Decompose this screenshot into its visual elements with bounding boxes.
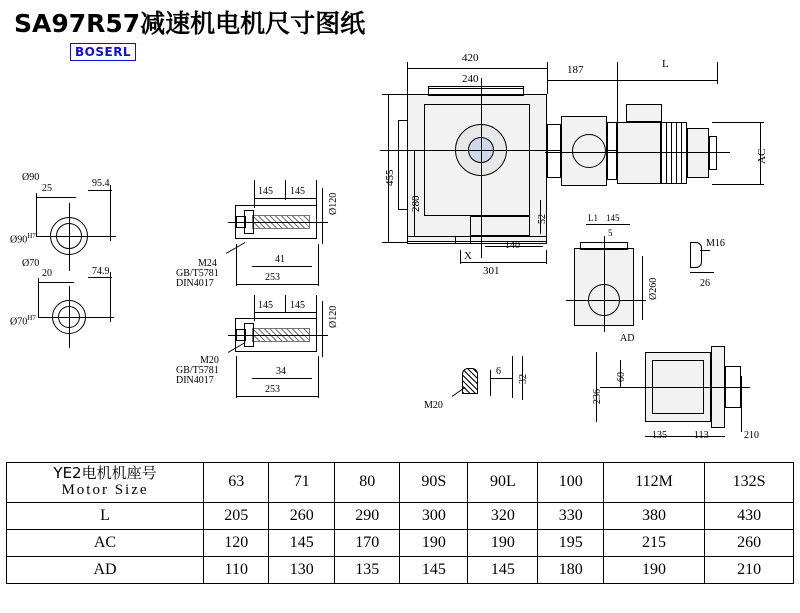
table-cell: 330 <box>538 502 603 529</box>
dim-M24-label: M24 <box>198 258 217 269</box>
table-col-header: 63 <box>204 463 269 503</box>
leader-M16 <box>700 250 710 251</box>
bottom-right-cl <box>600 387 750 388</box>
dim-113-label: 113 <box>694 430 709 441</box>
dim-253b-label: 253 <box>265 384 280 395</box>
shaft-90-centerline-h <box>36 236 116 237</box>
dim-6-ext2 <box>512 356 513 398</box>
dim-34-line <box>252 378 312 379</box>
dim-260-label: Ø260 <box>648 277 659 300</box>
dim-145c-ext2 <box>285 295 286 313</box>
gearbox-centerline-v <box>481 78 482 258</box>
table-col-header: 100 <box>538 463 603 503</box>
dim-145e-line <box>586 224 630 225</box>
dim-52-label: 52 <box>537 214 548 224</box>
dim-41-line <box>252 266 312 267</box>
dim-95-4-label: 95.4 <box>92 178 110 189</box>
dim-420-ext1 <box>407 62 408 94</box>
table-col-header: 90L <box>468 463 538 503</box>
dim-145b-label: 145 <box>290 186 305 197</box>
table-row-header-motor-size <box>7 463 204 503</box>
table-cell: 170 <box>334 529 399 556</box>
dim-AC-ext1 <box>712 122 764 123</box>
dim-253b-ext2 <box>318 356 319 398</box>
shaft-70-centerline-v <box>69 286 70 348</box>
dim-187-line <box>547 80 617 81</box>
dim-455-line <box>388 94 389 242</box>
dim-240-label: 240 <box>462 73 479 85</box>
shaft-70-dim-right <box>110 272 111 322</box>
dim-90-h7-label: $Ø90^{H7}$ <box>10 232 36 246</box>
table-col-header: 71 <box>269 463 334 503</box>
dim-145c-line <box>254 312 316 313</box>
table-cell: 120 <box>204 529 269 556</box>
dim-420-line <box>407 68 547 69</box>
table-cell: 380 <box>603 502 704 529</box>
table-row <box>7 529 794 556</box>
dim-455-ext1 <box>382 94 408 95</box>
dim-120b-ext <box>322 301 323 357</box>
dim-L-ext <box>717 62 718 84</box>
dim-145a-label: 145 <box>258 186 273 197</box>
dim-70-label: Ø70 <box>22 258 40 269</box>
dim-120a-label: Ø120 <box>328 192 339 215</box>
table-cell: 145 <box>269 529 334 556</box>
table-cell: 260 <box>269 502 334 529</box>
dim-AC-ext2 <box>712 184 764 185</box>
dim-210-label: 210 <box>744 430 759 441</box>
motor-terminal-box <box>626 104 662 122</box>
dim-236-label: 236 <box>592 389 603 404</box>
table-header-row <box>7 463 794 503</box>
m16-bolt-shape <box>690 242 702 268</box>
dim-M20b-label: M20 <box>424 400 443 411</box>
shaft-90-dim-top <box>36 197 76 198</box>
table-col-header: 90S <box>400 463 468 503</box>
shaft-90-dim-left <box>36 193 37 237</box>
dim-25-label: 25 <box>42 183 52 194</box>
table-row <box>7 556 794 583</box>
dim-240-line <box>428 88 524 89</box>
gearbox-left-ear <box>398 120 408 210</box>
motor-end-cap <box>709 136 717 170</box>
dim-253b-line <box>236 396 318 397</box>
dim-26-label: 26 <box>700 278 710 289</box>
table-cell: 180 <box>538 556 603 583</box>
table-cell: 130 <box>269 556 334 583</box>
dim-301-label: 301 <box>483 265 500 277</box>
dim-236-line <box>596 352 597 422</box>
dim-DIN1-label: DIN4017 <box>176 278 214 289</box>
dim-26-line <box>690 272 714 273</box>
dim-455-label: 455 <box>384 169 396 186</box>
dim-260-ext <box>642 256 643 320</box>
table-cell: 205 <box>204 502 269 529</box>
dim-60-label: 60 <box>616 372 627 382</box>
shaft-90-dim-right-line <box>88 190 112 191</box>
dim-6-label: 6 <box>496 366 501 377</box>
dim-X-label: X <box>464 250 472 262</box>
shaft-70-dim-top <box>38 282 74 283</box>
table-row-label: AD <box>7 556 204 583</box>
dim-145a-ext3 <box>316 180 317 208</box>
dim-90-label: Ø90 <box>22 172 40 183</box>
table-col-header: 112M <box>603 463 704 503</box>
dim-187-ext2 <box>617 62 618 124</box>
shaft-70-dim-right-line <box>88 277 112 278</box>
dim-145c-label: 145 <box>258 300 273 311</box>
shaft-70-dim-left <box>38 278 39 318</box>
dim-455-ext2 <box>382 242 408 243</box>
dim-74-9-label: 74.9 <box>92 266 110 277</box>
table-cell: 300 <box>400 502 468 529</box>
table-cell: 145 <box>468 556 538 583</box>
dim-253b-ext1 <box>236 356 237 398</box>
gearbox-front-view-cl-v <box>604 236 605 332</box>
table-cell: 430 <box>705 502 794 529</box>
dim-AC-label: AC <box>756 148 768 164</box>
key-detail-shape <box>462 368 478 394</box>
table-cell: 215 <box>603 529 704 556</box>
table-col-header: 80 <box>334 463 399 503</box>
table-cell: 190 <box>468 529 538 556</box>
table-cell: 190 <box>603 556 704 583</box>
hollow-shaft-top-centerline <box>228 222 328 223</box>
table-row-label: AC <box>7 529 204 556</box>
hollow-shaft-bottom-centerline <box>228 335 328 336</box>
dim-M16-label: M16 <box>706 238 725 249</box>
dim-145a-line <box>254 198 316 199</box>
dim-301-ext1 <box>460 250 461 264</box>
dim-187-label: 187 <box>567 64 584 76</box>
gearbox-front-view-cl-h <box>566 300 646 301</box>
dim-145a-ext1 <box>254 180 255 208</box>
dim-L1-label: L1 <box>588 213 598 223</box>
dim-GB1-label: GB/T5781 <box>176 268 219 279</box>
table-cell: 110 <box>204 556 269 583</box>
dim-L-label: L <box>662 58 669 70</box>
table-header-en: Motor Size <box>61 482 149 499</box>
dim-DIN2-label: DIN4017 <box>176 375 214 386</box>
dim-145c-ext1 <box>254 295 255 321</box>
table-cell: 260 <box>705 529 794 556</box>
dim-145e-label: 145 <box>606 213 620 223</box>
table-cell: 195 <box>538 529 603 556</box>
dim-145d-label: 145 <box>290 300 305 311</box>
dim-253a-ext2 <box>318 244 319 286</box>
motor-centerline <box>545 152 730 153</box>
dim-M20a-label: M20 <box>200 355 219 366</box>
table-cell: 145 <box>400 556 468 583</box>
dim-145c-ext3 <box>316 295 317 321</box>
table-cell: 135 <box>334 556 399 583</box>
table-cell: 210 <box>705 556 794 583</box>
table-cell: 190 <box>400 529 468 556</box>
dim-301-line <box>460 262 546 263</box>
dim-41-label: 41 <box>275 254 285 265</box>
dim-280-label: 280 <box>410 195 422 212</box>
gearbox-bottom-foot <box>407 236 547 244</box>
adapter-bore <box>572 134 606 168</box>
dim-6-line <box>490 378 512 379</box>
brand-logo: BOSERL <box>70 43 136 61</box>
dim-70-h7-label: $Ø70^{H7}$ <box>10 314 36 328</box>
table-cell: 290 <box>334 502 399 529</box>
dim-120b-label: Ø120 <box>328 305 339 328</box>
dim-301-ext2 <box>546 250 547 264</box>
dim-280-line <box>414 150 415 236</box>
dim-L-line <box>617 80 717 81</box>
shaft-90-centerline-v <box>69 203 70 271</box>
dim-145a-ext2 <box>285 180 286 200</box>
dim-6-ext1 <box>490 370 491 396</box>
dim-32-label: 32 <box>518 374 529 384</box>
motor-fins <box>660 122 687 184</box>
dim-187-ext1 <box>547 62 548 84</box>
table-row <box>7 502 794 529</box>
gearbox-lower-block <box>470 216 530 236</box>
dim-34-label: 34 <box>276 366 286 377</box>
dim-140-label: 140 <box>505 240 520 251</box>
dim-20-label: 20 <box>42 268 52 279</box>
dim-253a-ext1 <box>236 244 237 286</box>
table-cell: 320 <box>468 502 538 529</box>
dim-GB2-label: GB/T5781 <box>176 365 219 376</box>
motor-fan-cover <box>687 128 709 178</box>
dim-120a-ext <box>322 188 323 244</box>
dim-253a-label: 253 <box>265 272 280 283</box>
table-header-cn: YE2电机机座号 <box>53 464 157 482</box>
dim-420-label: 420 <box>462 52 479 64</box>
adapter-flange-a <box>547 124 561 178</box>
table-row-label: L <box>7 502 204 529</box>
shaft-90-dim-right <box>110 185 111 241</box>
dim-5-label: 5 <box>608 228 613 238</box>
adapter-flange-b <box>607 122 617 180</box>
page-title: SA97R57减速机电机尺寸图纸 <box>14 9 366 38</box>
dim-253a-line <box>236 284 318 285</box>
motor-size-table <box>6 462 794 584</box>
dim-AD-label: AD <box>620 333 635 344</box>
gearbox-x-tab <box>455 236 471 244</box>
dim-210-ext <box>741 376 742 432</box>
dim-135-label: 135 <box>652 430 667 441</box>
shaft-70-centerline-h <box>38 317 114 318</box>
table-col-header: 132S <box>705 463 794 503</box>
